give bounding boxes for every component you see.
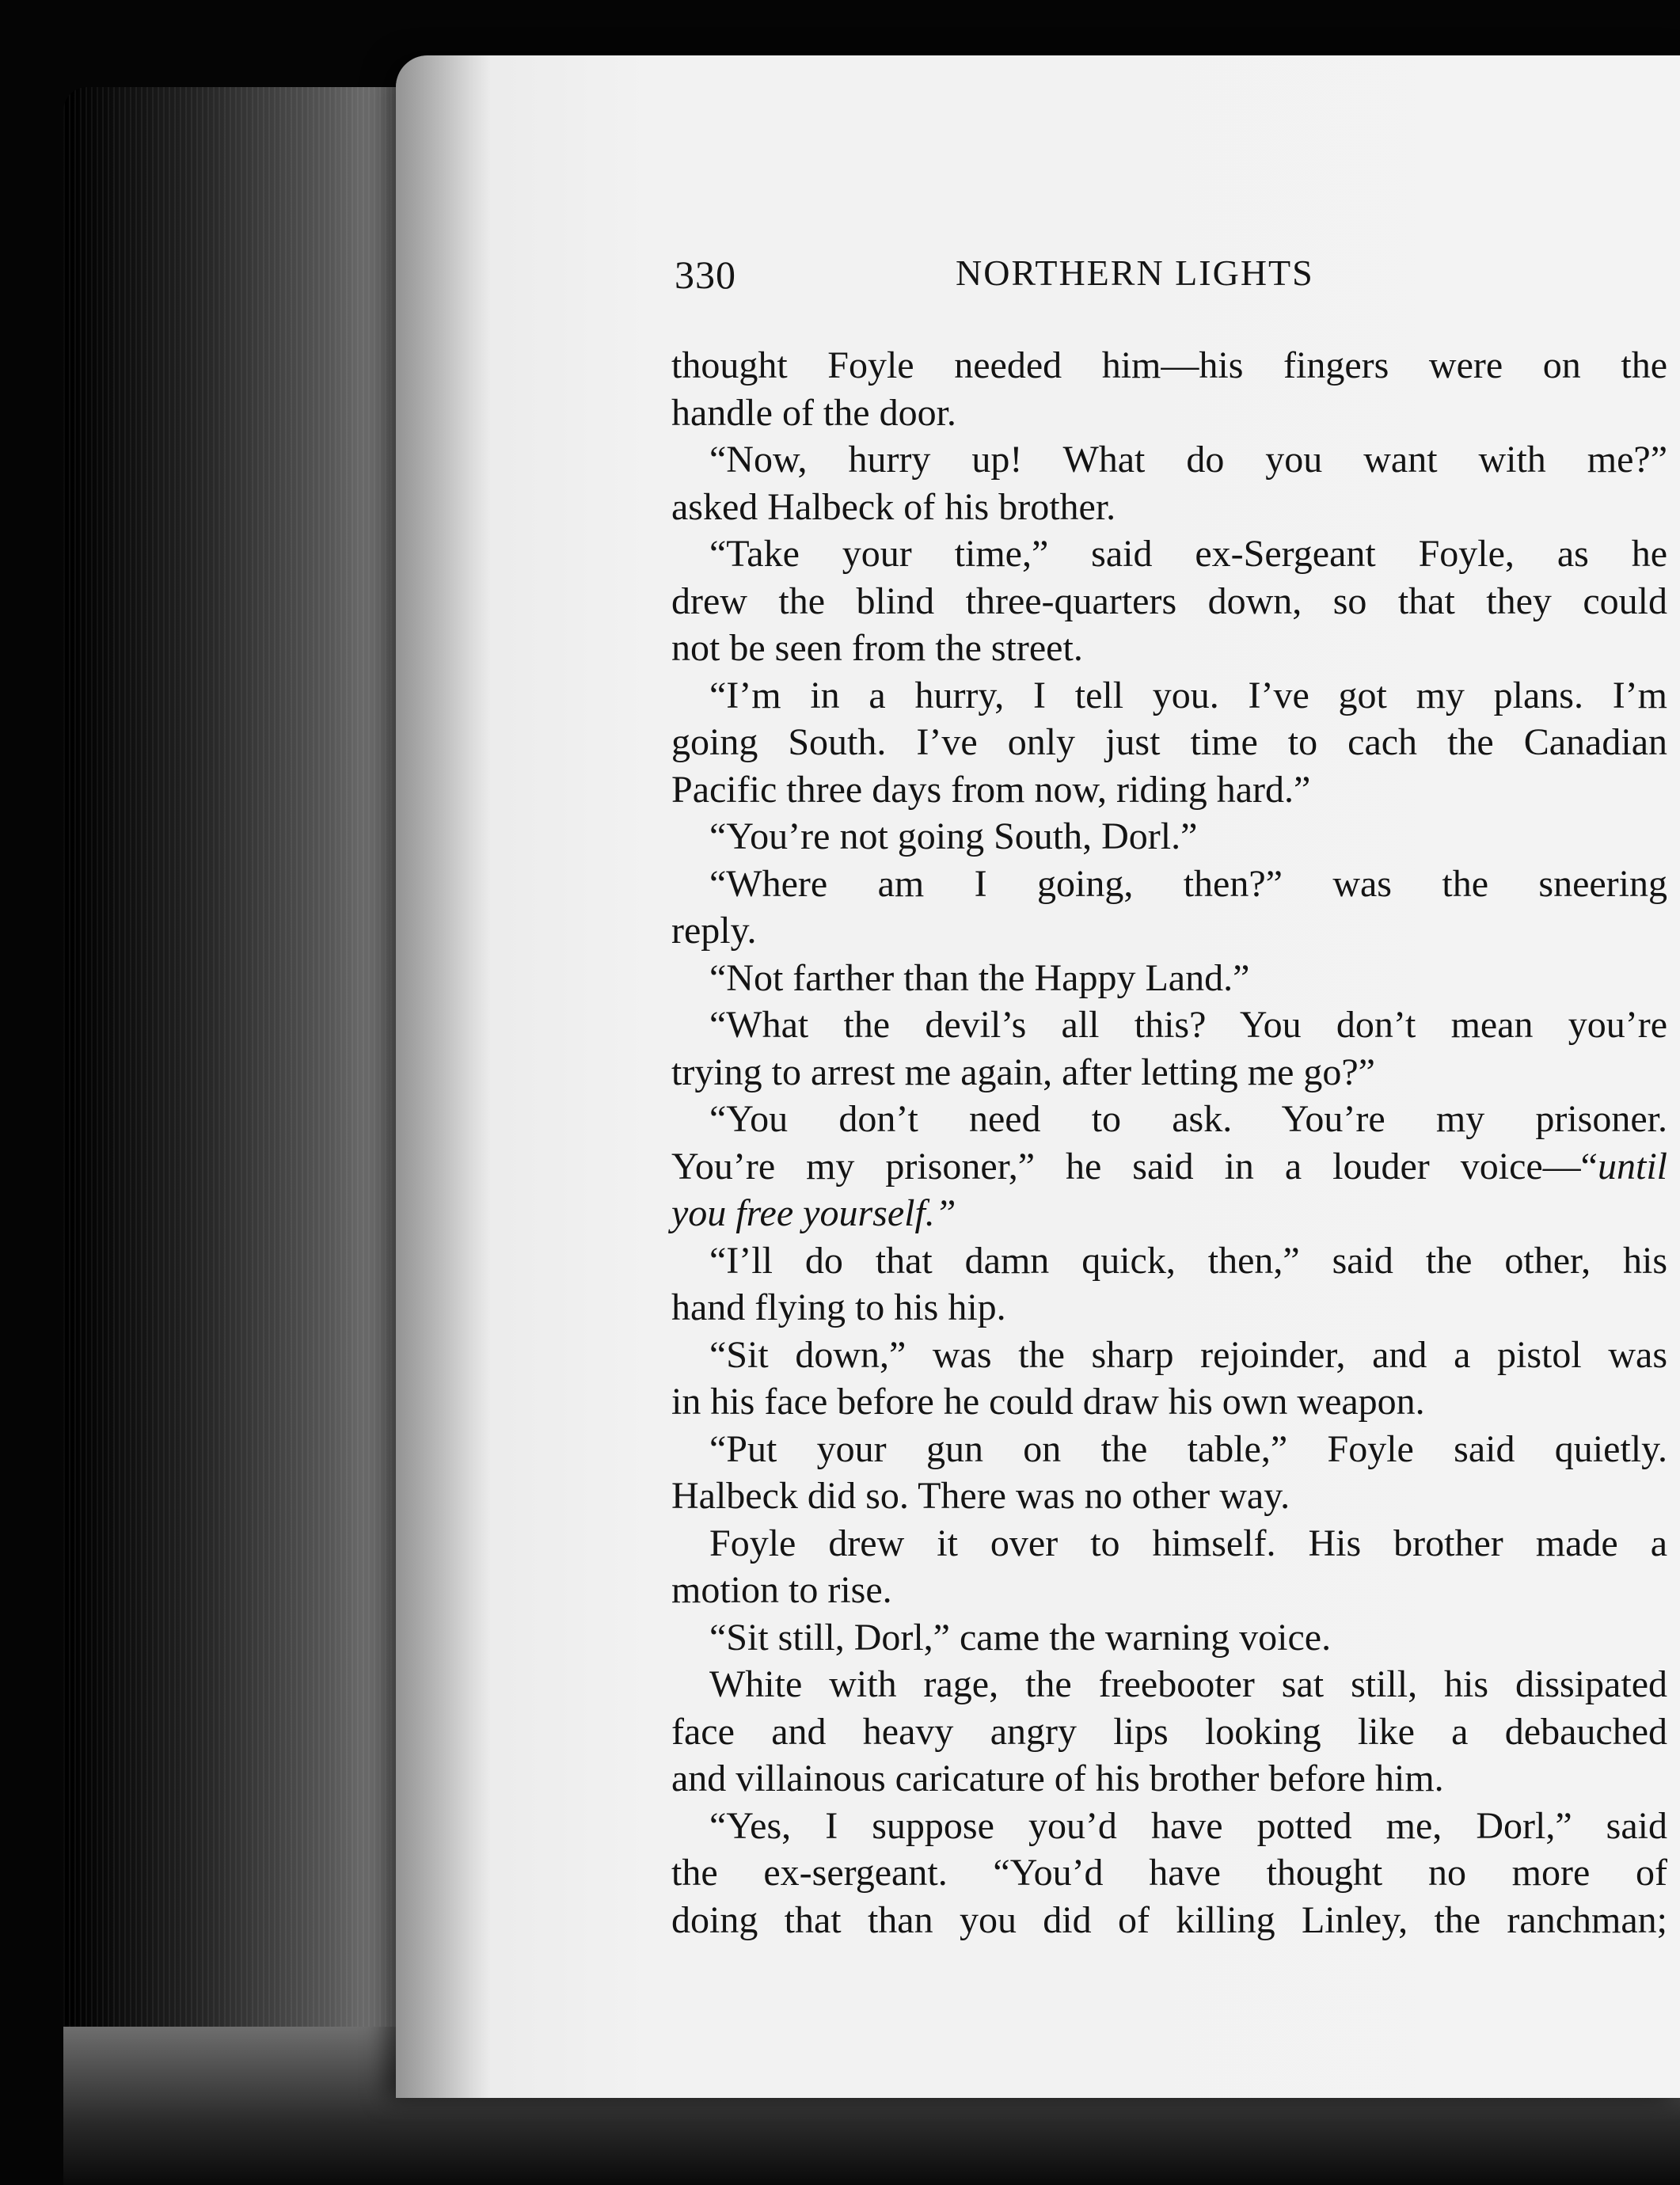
text-line: in his face before he could draw his own weapon. (671, 1381, 1425, 1423)
text-line: “Take your time,” said ex-Sergeant Foyle, as he (709, 533, 1667, 575)
text-line: drew the blind three-quarters down, so that they could (671, 580, 1667, 622)
text-line: trying to arrest me again, after letting me go?” (671, 1051, 1375, 1093)
text-line: Pacific three days from now, riding hard.” (671, 768, 1311, 811)
text-line: hand flying to his hip. (671, 1286, 1006, 1328)
text-line: the ex-sergeant. “You’d have thought no more of (671, 1852, 1667, 1894)
italic-text: until (1597, 1145, 1667, 1188)
text-line: Halbeck did so. There was no other way. (671, 1475, 1290, 1517)
text-line: “Yes, I suppose you’d have potted me, Dorl,” said (709, 1804, 1667, 1847)
text-line (671, 1190, 1667, 1237)
text-line: going South. I’ve only just time to cach the Canadian (671, 721, 1667, 763)
page-gutter-shadow (396, 55, 491, 2098)
text-line: “Where am I going, then?” was the sneering (709, 862, 1667, 905)
text-line: “Sit still, Dorl,” came the warning voice. (709, 1616, 1332, 1659)
running-head (675, 252, 1663, 315)
body-text (671, 342, 1667, 1944)
text-line: and villainous caricature of his brother before him. (671, 1758, 1444, 1799)
text-line: thought Foyle needed him—his fingers were on the (671, 344, 1667, 386)
text-line: “Put your gun on the table,” Foyle said quietly. (709, 1427, 1667, 1470)
text-line: not be seen from the street. (671, 627, 1083, 669)
text-line: handle of the door. (671, 391, 956, 434)
text-line: “I’ll do that damn quick, then,” said the other, his (709, 1239, 1667, 1282)
page-number: 330 (675, 253, 736, 297)
text-line: motion to rise. (671, 1569, 892, 1611)
text-line: “Not farther than the Happy Land.” (709, 956, 1250, 999)
text-line: “I’m in a hurry, I tell you. I’ve got my plans. I’m (709, 674, 1667, 716)
text-line: “What the devil’s all this? You don’t mean you’re (709, 1004, 1667, 1046)
text-line-with-italic (671, 1143, 1667, 1191)
italic-text: you free yourself.” (671, 1192, 956, 1234)
text-line: “Now, hurry up! What do you want with me?” (709, 439, 1667, 481)
text-segment: You’re my prisoner,” he said in a louder voice—“ (671, 1145, 1598, 1188)
text-line: White with rage, the freebooter sat still, his dissipated (709, 1663, 1667, 1705)
text-line: face and heavy angry lips looking like a debauched (671, 1710, 1667, 1753)
running-title: NORTHERN LIGHTS (956, 253, 1314, 293)
text-line: “You’re not going South, Dorl.” (709, 815, 1198, 857)
text-line: reply. (671, 910, 757, 952)
text-line: doing that than you did of killing Linley, the ranchman; (671, 1898, 1667, 1941)
text-line: “You don’t need to ask. You’re my prisoner. (709, 1098, 1667, 1140)
text-line: Foyle drew it over to himself. His brother made a (709, 1522, 1667, 1564)
text-line: “Sit down,” was the sharp rejoinder, and a pistol was (709, 1333, 1667, 1376)
text-line: asked Halbeck of his brother. (671, 485, 1116, 528)
